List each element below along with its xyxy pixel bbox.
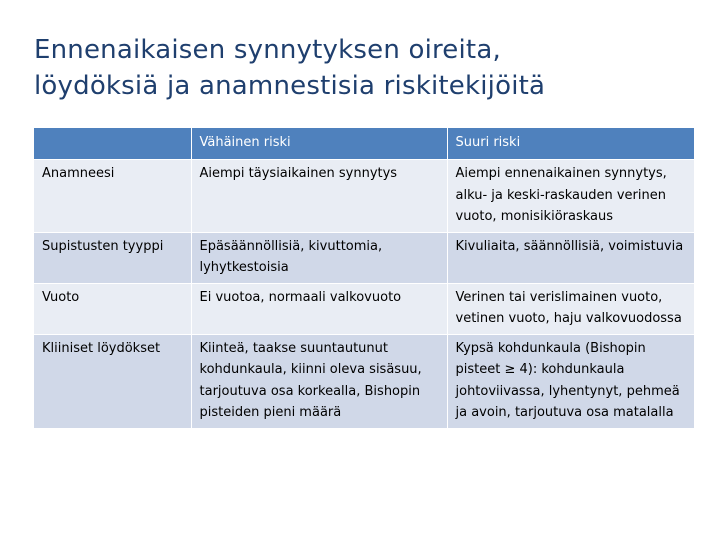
low-risk-cell: Ei vuotoa, normaali valkovuoto (191, 283, 447, 334)
slide-title-line-2: löydöksiä ja anamnestisia riskitekijöitä (34, 71, 546, 101)
slide-title-line-1: Ennenaikaisen synnytyksen oireita, (34, 35, 501, 65)
table-row (34, 334, 694, 428)
row-label: Supistusten tyyppi (34, 232, 191, 283)
high-risk-cell: Kivuliaita, säännöllisiä, voimistuvia (447, 232, 694, 283)
low-risk-cell: Epäsäännöllisiä, kivuttomia, lyhytkestoisia (191, 232, 447, 283)
table-row (34, 160, 694, 233)
low-risk-cell: Aiempi täysiaikainen synnytys (191, 160, 447, 233)
header-high-risk: Suuri riski (447, 128, 694, 160)
slide-title (34, 32, 694, 104)
table-row (34, 232, 694, 283)
row-label: Kliiniset löydökset (34, 334, 191, 428)
header-low-risk: Vähäinen riski (191, 128, 447, 160)
table-row (34, 283, 694, 334)
risk-table (34, 128, 694, 428)
row-label: Vuoto (34, 283, 191, 334)
low-risk-cell: Kiinteä, taakse suuntautunut kohdunkaula, kiinni oleva sisäsuu, tarjoutuva osa korkealla, Bishopin pisteiden pieni määrä (191, 334, 447, 428)
row-label: Anamneesi (34, 160, 191, 233)
high-risk-cell: Kypsä kohdunkaula (Bishopin pisteet ≥ 4): kohdunkaula johtoviivassa, lyhentynyt, pehmeä ja avoin, tarjoutuva osa matalalla (447, 334, 694, 428)
table-header-row (34, 128, 694, 160)
high-risk-cell: Aiempi ennenaikainen synnytys, alku- ja keski-raskauden verinen vuoto, monisikiöraskaus (447, 160, 694, 233)
high-risk-cell: Verinen tai verislimainen vuoto, vetinen vuoto, haju valkovuodossa (447, 283, 694, 334)
header-empty (34, 128, 191, 160)
